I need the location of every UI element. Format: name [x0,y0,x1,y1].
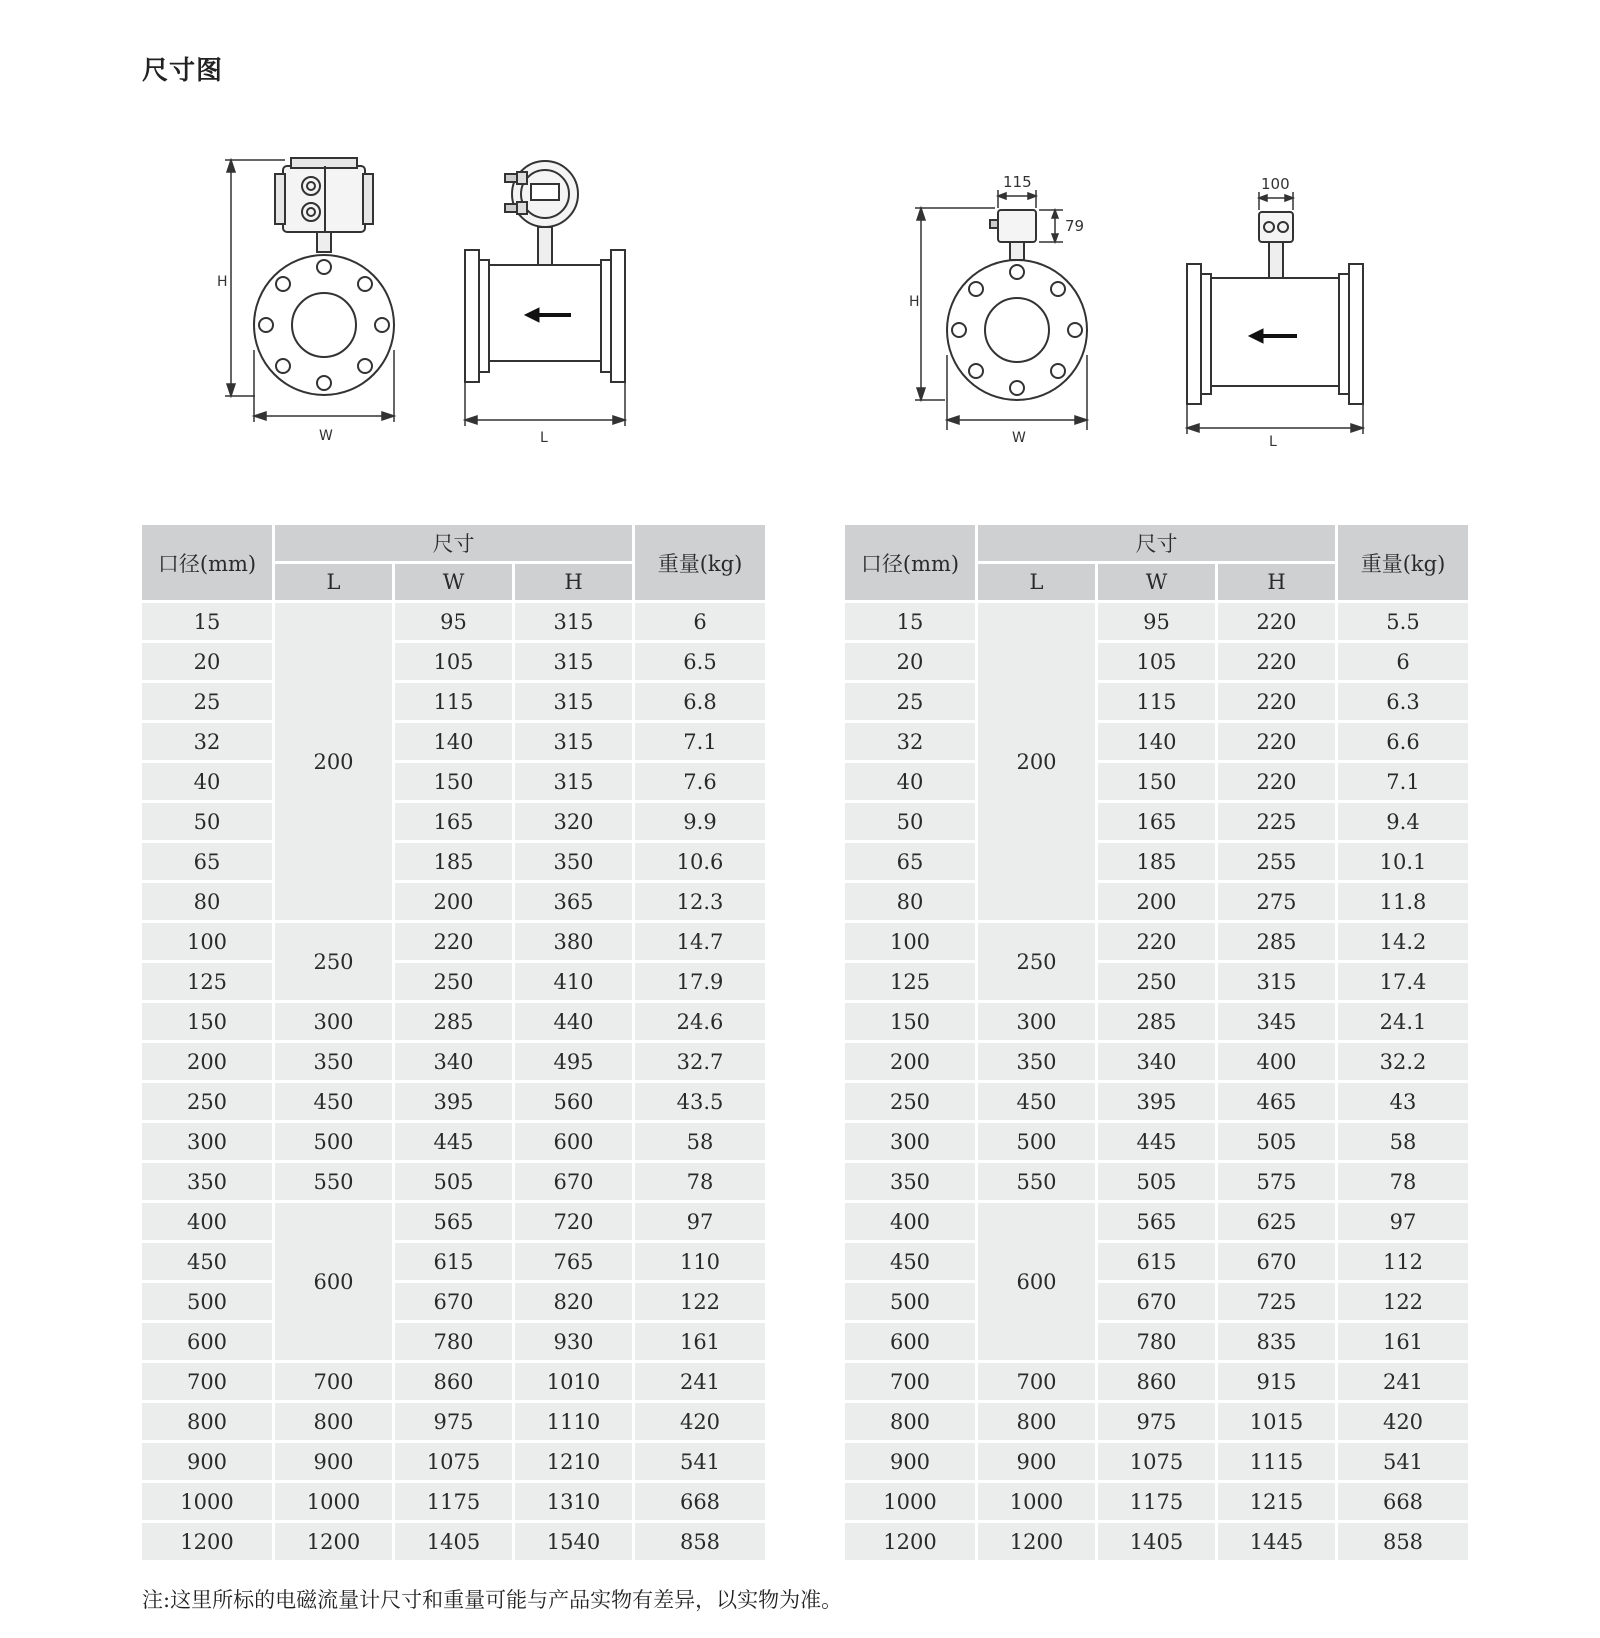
cell-diameter: 200 [845,1043,975,1080]
cell-width: 340 [395,1043,512,1080]
table-row [142,1083,765,1120]
cell-diameter: 150 [845,1003,975,1040]
table-row [845,1523,1468,1560]
right-drawing-svg [905,150,1395,450]
table-row [845,963,1468,1000]
left-drawing-svg [215,150,685,450]
table-row [845,1323,1468,1360]
cell-weight: 11.8 [1338,883,1468,920]
cell-length: 900 [978,1443,1095,1480]
cell-width: 445 [395,1123,512,1160]
cell-diameter: 700 [142,1363,272,1400]
cell-length: 700 [978,1363,1095,1400]
cell-weight: 668 [1338,1483,1468,1520]
cell-weight: 122 [635,1283,765,1320]
cell-height: 440 [515,1003,632,1040]
cell-diameter: 100 [142,923,272,960]
cell-weight: 7.1 [1338,763,1468,800]
table-row [845,643,1468,680]
cell-width: 140 [395,723,512,760]
cell-weight: 14.2 [1338,923,1468,960]
cell-height: 1540 [515,1523,632,1560]
cell-weight: 6.3 [1338,683,1468,720]
left-front-h-label: H [217,274,228,290]
cell-length: 450 [978,1083,1095,1120]
table-row [142,1283,765,1320]
cell-height: 225 [1218,803,1335,840]
table-row [845,1203,1468,1240]
cell-height: 670 [1218,1243,1335,1280]
cell-width: 115 [1098,683,1215,720]
cell-width: 150 [395,763,512,800]
cell-width: 140 [1098,723,1215,760]
cell-length: 250 [978,923,1095,1000]
table-row [845,1003,1468,1040]
right-dim-79-label: 79 [1065,217,1085,235]
cell-diameter: 400 [142,1203,272,1240]
cell-length: 600 [275,1203,392,1360]
cell-diameter: 450 [845,1243,975,1280]
cell-height: 315 [515,683,632,720]
cell-height: 380 [515,923,632,960]
cell-height: 220 [1218,763,1335,800]
cell-diameter: 600 [845,1323,975,1360]
table-row [142,1483,765,1520]
cell-weight: 161 [1338,1323,1468,1360]
cell-width: 505 [1098,1163,1215,1200]
header-h: H [515,564,632,600]
table-row [845,1163,1468,1200]
table-row [845,603,1468,640]
table-row [845,1483,1468,1520]
cell-width: 250 [395,963,512,1000]
footnote: 注:这里所标的电磁流量计尺寸和重量可能与产品实物有差异，以实物为准。 [142,1588,843,1612]
cell-width: 505 [395,1163,512,1200]
cell-diameter: 65 [845,843,975,880]
header-diameter: 口径(mm) [845,525,975,600]
cell-weight: 6.5 [635,643,765,680]
cell-height: 1445 [1218,1523,1335,1560]
cell-height: 1110 [515,1403,632,1440]
left-dimension-drawing [215,150,685,450]
table-row [142,723,765,760]
cell-height: 315 [515,763,632,800]
cell-diameter: 25 [142,683,272,720]
cell-width: 860 [395,1363,512,1400]
table-row [142,1403,765,1440]
cell-height: 285 [1218,923,1335,960]
cell-width: 565 [1098,1203,1215,1240]
cell-weight: 858 [1338,1523,1468,1560]
cell-weight: 541 [1338,1443,1468,1480]
cell-weight: 112 [1338,1243,1468,1280]
cell-diameter: 15 [142,603,272,640]
cell-length: 200 [275,603,392,920]
cell-length: 450 [275,1083,392,1120]
cell-diameter: 125 [845,963,975,1000]
cell-width: 670 [395,1283,512,1320]
cell-length: 900 [275,1443,392,1480]
cell-height: 315 [1218,963,1335,1000]
cell-height: 1010 [515,1363,632,1400]
cell-diameter: 32 [845,723,975,760]
right-dim-115-label: 115 [1003,173,1032,191]
cell-diameter: 800 [845,1403,975,1440]
cell-width: 445 [1098,1123,1215,1160]
cell-height: 220 [1218,643,1335,680]
cell-weight: 32.7 [635,1043,765,1080]
cell-width: 105 [395,643,512,680]
right-front-w-label: W [1012,430,1026,446]
cell-diameter: 400 [845,1203,975,1240]
cell-length: 1000 [978,1483,1095,1520]
cell-weight: 110 [635,1243,765,1280]
table-row [142,763,765,800]
cell-height: 220 [1218,683,1335,720]
table-row [142,1123,765,1160]
cell-height: 1215 [1218,1483,1335,1520]
cell-length: 350 [978,1043,1095,1080]
header-diameter: 口径(mm) [142,525,272,600]
table-row [142,963,765,1000]
cell-height: 725 [1218,1283,1335,1320]
cell-height: 670 [515,1163,632,1200]
cell-length: 1200 [275,1523,392,1560]
cell-weight: 668 [635,1483,765,1520]
cell-height: 1210 [515,1443,632,1480]
cell-weight: 58 [635,1123,765,1160]
cell-length: 250 [275,923,392,1000]
cell-weight: 10.6 [635,843,765,880]
table-row [845,923,1468,960]
table-row [142,1003,765,1040]
cell-weight: 10.1 [1338,843,1468,880]
cell-width: 185 [395,843,512,880]
cell-diameter: 20 [845,643,975,680]
cell-width: 220 [395,923,512,960]
cell-width: 1405 [1098,1523,1215,1560]
table-row [845,1283,1468,1320]
table-row [845,803,1468,840]
cell-width: 1175 [1098,1483,1215,1520]
cell-diameter: 350 [845,1163,975,1200]
table-row [142,1243,765,1280]
header-size: 尺寸 [275,525,632,561]
table-row [845,683,1468,720]
cell-width: 1075 [395,1443,512,1480]
cell-width: 780 [1098,1323,1215,1360]
cell-height: 400 [1218,1043,1335,1080]
cell-width: 395 [395,1083,512,1120]
cell-diameter: 250 [142,1083,272,1120]
cell-length: 300 [275,1003,392,1040]
cell-length: 800 [978,1403,1095,1440]
cell-height: 220 [1218,603,1335,640]
cell-height: 465 [1218,1083,1335,1120]
cell-weight: 9.4 [1338,803,1468,840]
table-row [845,723,1468,760]
cell-height: 495 [515,1043,632,1080]
left-table-body [142,603,765,1560]
cell-weight: 541 [635,1443,765,1480]
cell-diameter: 800 [142,1403,272,1440]
table-row [845,1403,1468,1440]
right-side-l-label: L [1269,434,1277,450]
table-row [142,803,765,840]
cell-weight: 58 [1338,1123,1468,1160]
cell-length: 550 [275,1163,392,1200]
table-row [142,1323,765,1360]
cell-width: 285 [1098,1003,1215,1040]
cell-diameter: 900 [142,1443,272,1480]
cell-height: 365 [515,883,632,920]
cell-length: 200 [978,603,1095,920]
table-row [142,1363,765,1400]
cell-diameter: 1200 [845,1523,975,1560]
table-row [845,1363,1468,1400]
cell-weight: 6.6 [1338,723,1468,760]
cell-height: 1115 [1218,1443,1335,1480]
header-l: L [275,564,392,600]
cell-length: 300 [978,1003,1095,1040]
cell-width: 975 [1098,1403,1215,1440]
cell-height: 315 [515,603,632,640]
cell-weight: 858 [635,1523,765,1560]
cell-width: 615 [395,1243,512,1280]
cell-width: 285 [395,1003,512,1040]
table-row [845,1043,1468,1080]
cell-diameter: 65 [142,843,272,880]
cell-diameter: 500 [142,1283,272,1320]
cell-diameter: 250 [845,1083,975,1120]
cell-weight: 97 [635,1203,765,1240]
cell-diameter: 20 [142,643,272,680]
cell-height: 765 [515,1243,632,1280]
cell-weight: 6 [1338,643,1468,680]
cell-length: 600 [978,1203,1095,1360]
cell-height: 560 [515,1083,632,1120]
cell-length: 550 [978,1163,1095,1200]
cell-height: 930 [515,1323,632,1360]
cell-weight: 17.4 [1338,963,1468,1000]
table-row [142,643,765,680]
cell-weight: 43 [1338,1083,1468,1120]
table-row [142,1043,765,1080]
cell-diameter: 500 [845,1283,975,1320]
cell-length: 800 [275,1403,392,1440]
cell-length: 1000 [275,1483,392,1520]
cell-weight: 14.7 [635,923,765,960]
cell-weight: 12.3 [635,883,765,920]
cell-height: 1310 [515,1483,632,1520]
table-row [142,1163,765,1200]
right-dimension-drawing [905,150,1395,450]
table-row [142,843,765,880]
cell-weight: 6.8 [635,683,765,720]
cell-diameter: 150 [142,1003,272,1040]
cell-diameter: 300 [142,1123,272,1160]
table-row [845,1123,1468,1160]
cell-height: 835 [1218,1323,1335,1360]
cell-weight: 24.1 [1338,1003,1468,1040]
cell-height: 1015 [1218,1403,1335,1440]
table-row [845,1243,1468,1280]
header-weight: 重量(kg) [1338,525,1468,600]
cell-width: 115 [395,683,512,720]
right-front-h-label: H [909,294,920,310]
header-w: W [395,564,512,600]
cell-weight: 17.9 [635,963,765,1000]
cell-diameter: 300 [845,1123,975,1160]
cell-diameter: 900 [845,1443,975,1480]
cell-height: 600 [515,1123,632,1160]
header-weight: 重量(kg) [635,525,765,600]
header-size: 尺寸 [978,525,1335,561]
header-h: H [1218,564,1335,600]
cell-height: 410 [515,963,632,1000]
cell-width: 95 [395,603,512,640]
cell-diameter: 350 [142,1163,272,1200]
cell-weight: 161 [635,1323,765,1360]
cell-width: 220 [1098,923,1215,960]
cell-diameter: 80 [142,883,272,920]
cell-height: 315 [515,723,632,760]
cell-weight: 97 [1338,1203,1468,1240]
table-row [845,763,1468,800]
cell-height: 275 [1218,883,1335,920]
cell-weight: 43.5 [635,1083,765,1120]
cell-width: 1405 [395,1523,512,1560]
cell-width: 395 [1098,1083,1215,1120]
cell-diameter: 80 [845,883,975,920]
table-row [845,883,1468,920]
cell-diameter: 15 [845,603,975,640]
cell-width: 200 [1098,883,1215,920]
cell-width: 565 [395,1203,512,1240]
cell-diameter: 1000 [845,1483,975,1520]
cell-diameter: 700 [845,1363,975,1400]
cell-diameter: 40 [142,763,272,800]
left-front-w-label: W [319,428,333,444]
cell-length: 700 [275,1363,392,1400]
cell-diameter: 25 [845,683,975,720]
cell-width: 340 [1098,1043,1215,1080]
cell-height: 820 [515,1283,632,1320]
cell-height: 345 [1218,1003,1335,1040]
cell-height: 575 [1218,1163,1335,1200]
cell-length: 350 [275,1043,392,1080]
table-row [142,683,765,720]
table-row [142,603,765,640]
cell-weight: 6 [635,603,765,640]
cell-height: 915 [1218,1363,1335,1400]
cell-weight: 241 [635,1363,765,1400]
table-row [142,923,765,960]
cell-height: 320 [515,803,632,840]
cell-weight: 24.6 [635,1003,765,1040]
table-row [142,883,765,920]
cell-width: 860 [1098,1363,1215,1400]
cell-height: 505 [1218,1123,1335,1160]
cell-width: 670 [1098,1283,1215,1320]
cell-width: 250 [1098,963,1215,1000]
table-row [142,1203,765,1240]
cell-length: 500 [978,1123,1095,1160]
cell-diameter: 200 [142,1043,272,1080]
cell-diameter: 450 [142,1243,272,1280]
cell-height: 625 [1218,1203,1335,1240]
cell-width: 615 [1098,1243,1215,1280]
cell-height: 220 [1218,723,1335,760]
cell-height: 720 [515,1203,632,1240]
cell-width: 95 [1098,603,1215,640]
cell-weight: 420 [1338,1403,1468,1440]
table-row [845,843,1468,880]
cell-diameter: 100 [845,923,975,960]
cell-weight: 122 [1338,1283,1468,1320]
cell-length: 1200 [978,1523,1095,1560]
cell-diameter: 50 [845,803,975,840]
cell-diameter: 1200 [142,1523,272,1560]
cell-width: 165 [395,803,512,840]
cell-width: 1175 [395,1483,512,1520]
cell-weight: 9.9 [635,803,765,840]
cell-weight: 241 [1338,1363,1468,1400]
cell-weight: 78 [635,1163,765,1200]
cell-diameter: 1000 [142,1483,272,1520]
header-w: W [1098,564,1215,600]
right-table-body [845,603,1468,1560]
cell-diameter: 50 [142,803,272,840]
cell-width: 185 [1098,843,1215,880]
left-dimension-table [139,522,768,1563]
cell-width: 105 [1098,643,1215,680]
cell-diameter: 32 [142,723,272,760]
left-side-l-label: L [540,430,548,446]
cell-length: 500 [275,1123,392,1160]
header-l: L [978,564,1095,600]
cell-diameter: 125 [142,963,272,1000]
page-title: 尺寸图 [142,56,224,86]
cell-width: 1075 [1098,1443,1215,1480]
cell-width: 200 [395,883,512,920]
right-dim-100-label: 100 [1261,175,1290,193]
cell-weight: 7.6 [635,763,765,800]
cell-diameter: 600 [142,1323,272,1360]
cell-diameter: 40 [845,763,975,800]
cell-weight: 78 [1338,1163,1468,1200]
cell-width: 150 [1098,763,1215,800]
cell-height: 350 [515,843,632,880]
right-dimension-table [842,522,1471,1563]
cell-width: 780 [395,1323,512,1360]
cell-height: 255 [1218,843,1335,880]
cell-weight: 5.5 [1338,603,1468,640]
table-row [845,1083,1468,1120]
cell-weight: 7.1 [635,723,765,760]
table-row [142,1443,765,1480]
table-row [845,1443,1468,1480]
table-row [142,1523,765,1560]
cell-width: 975 [395,1403,512,1440]
cell-height: 315 [515,643,632,680]
cell-weight: 32.2 [1338,1043,1468,1080]
cell-width: 165 [1098,803,1215,840]
cell-weight: 420 [635,1403,765,1440]
